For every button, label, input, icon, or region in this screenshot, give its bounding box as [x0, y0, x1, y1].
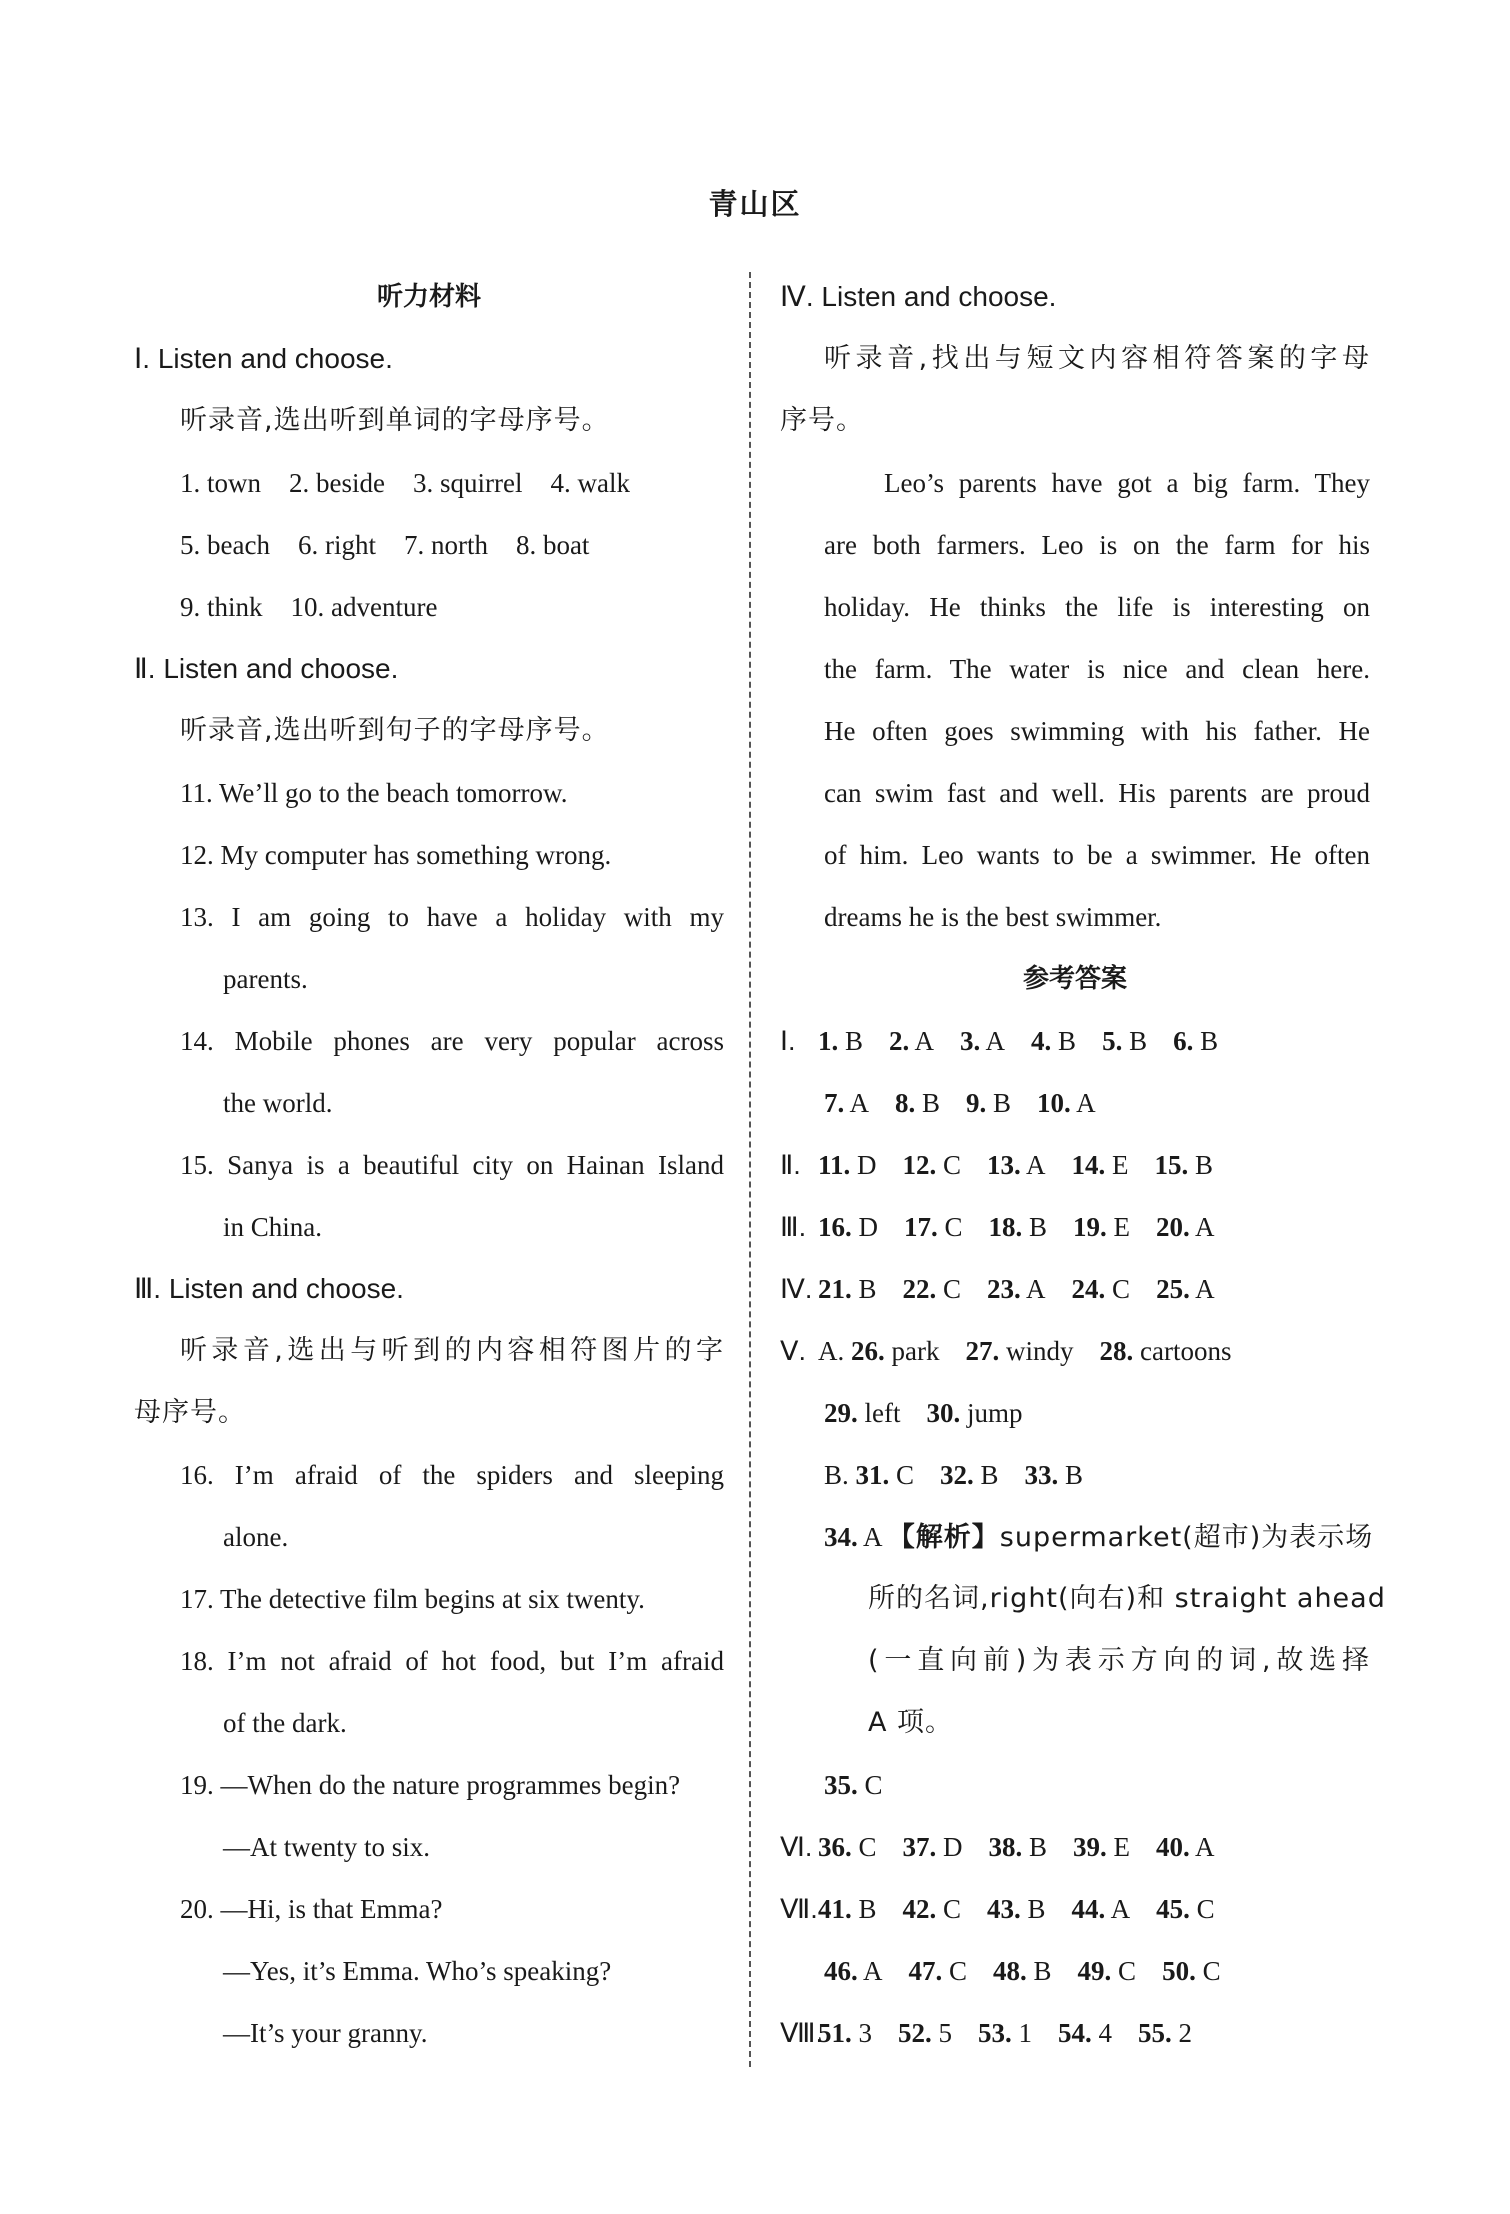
answer-row-4 [780, 1196, 1370, 1258]
word-item: 9. think [180, 592, 263, 622]
answer-number: 35. [824, 1770, 858, 1800]
roman-numeral: Ⅰ. [780, 1026, 796, 1056]
answer-number: 50. [1162, 1956, 1196, 1986]
section-1-heading: Ⅰ. Listen and choose. [134, 343, 393, 374]
answer-number: 15. [1154, 1150, 1189, 1180]
answer-number: 49. [1077, 1956, 1112, 1986]
answer-number: 27. [965, 1336, 1000, 1366]
answer-number: 29. [824, 1398, 858, 1428]
section-1-row-1 [134, 452, 724, 514]
answer-number: 45. [1156, 1894, 1190, 1924]
roman-numeral: Ⅳ. [780, 1274, 813, 1304]
answer-number: 41. [818, 1894, 852, 1924]
answer-number: 13. [987, 1150, 1021, 1180]
sentence-17: 17. The detective film begins at six twenty. [180, 1584, 645, 1614]
answer-value: windy [1005, 1336, 1074, 1366]
sentence-16: 16. I’m afraid of the spiders and sleeping [180, 1460, 724, 1490]
answer-value: B [922, 1088, 941, 1118]
answer-value: C [943, 1150, 962, 1180]
word-item: 6. right [297, 530, 376, 560]
section-3-instruction: 听录音,选出与听到的内容相符图片的字 [180, 1335, 724, 1366]
listening-material-column [134, 266, 724, 2064]
section-4-instruction: 听录音,找出与短文内容相符答案的字母 [824, 343, 1370, 374]
answer-value: B [1195, 1150, 1214, 1180]
answer-number: 16. [818, 1212, 852, 1242]
word-item: 10. adventure [290, 592, 438, 622]
answer-value: D [858, 1212, 878, 1242]
passage-line: dreams he is the best swimmer. [824, 902, 1162, 932]
answer-number: 55. [1138, 2018, 1172, 2048]
sentence-12: 12. My computer has something wrong. [180, 840, 612, 870]
answer-value: A [849, 1088, 870, 1118]
sentence-13: 13. I am going to have a holiday with my [180, 902, 724, 932]
answer-number: 32. [940, 1460, 974, 1490]
sentence-16-cont: alone. [223, 1522, 289, 1552]
word-item: 1. town [180, 468, 261, 498]
answer-number: 23. [987, 1274, 1021, 1304]
answer-value: A [914, 1026, 935, 1056]
sentence-20: 20. —Hi, is that Emma? [180, 1894, 443, 1924]
roman-numeral: Ⅶ. [780, 1894, 818, 1924]
answer-number: 6. [1173, 1026, 1194, 1056]
answer-number: 37. [902, 1832, 937, 1862]
answer-value: 2 [1178, 2018, 1192, 2048]
answer-value: B [1029, 1212, 1048, 1242]
analysis-text-cont: A 项。 [868, 1707, 954, 1738]
answer-value: A [1026, 1150, 1046, 1180]
answer-number: 34. [824, 1522, 858, 1552]
answer-number: 2. [889, 1026, 910, 1056]
answer-row-7 [780, 1382, 1370, 1444]
answer-number: 9. [966, 1088, 987, 1118]
answer-row-7b [780, 1940, 1370, 2002]
right-column [780, 266, 1386, 2064]
answer-number: 21. [818, 1274, 852, 1304]
answer-value: E [1113, 1832, 1131, 1862]
answer-value: B [1129, 1026, 1148, 1056]
passage-line: holiday. He thinks the life is interesting on [824, 592, 1370, 622]
answer-value: 3 [858, 2018, 872, 2048]
answer-value: B [1058, 1026, 1077, 1056]
answer-value: D [857, 1150, 877, 1180]
answer-number: 5. [1102, 1026, 1123, 1056]
sentence-18-cont: of the dark. [223, 1708, 347, 1738]
answer-number: 10. [1037, 1088, 1071, 1118]
answer-value: C [864, 1770, 883, 1800]
answer-number: 18. [988, 1212, 1023, 1242]
answer-value: C [943, 1894, 962, 1924]
answer-row-8 [780, 1444, 1370, 1506]
answer-row-7a [780, 1878, 1370, 1940]
answer-row-2 [780, 1072, 1370, 1134]
answer-number: 19. [1073, 1212, 1107, 1242]
roman-numeral: Ⅷ. [780, 2018, 824, 2048]
answer-value: C [944, 1212, 963, 1242]
answer-value: A [1026, 1274, 1046, 1304]
roman-numeral: Ⅵ. [780, 1832, 813, 1862]
column-divider [749, 272, 751, 2067]
answer-value: A [1195, 1832, 1215, 1862]
answers-title: 参考答案 [1022, 964, 1127, 994]
answer-value: B [1027, 1894, 1046, 1924]
answer-number: 51. [818, 2018, 852, 2048]
answer-value: A [1110, 1894, 1131, 1924]
passage-line: Leo’s parents have got a big farm. They [884, 468, 1370, 498]
answer-value: A [1076, 1088, 1096, 1118]
passage-line: He often goes swimming with his father. He [824, 716, 1370, 746]
sentence-20-cont-1: —Yes, it’s Emma. Who’s speaking? [223, 1956, 612, 1986]
answer-value: C [943, 1274, 962, 1304]
answer-number: 52. [898, 2018, 932, 2048]
answer-value: 5 [938, 2018, 952, 2048]
answer-number: 14. [1071, 1150, 1106, 1180]
answer-value: B [993, 1088, 1012, 1118]
analysis-text-cont: 所的名词,right(向右)和 straight ahead [868, 1583, 1386, 1614]
word-item: 4. walk [550, 468, 630, 498]
listening-material-title: 听力材料 [376, 282, 481, 312]
sentence-15-cont: in China. [223, 1212, 322, 1242]
answer-value: C [949, 1956, 968, 1986]
answer-row-3 [780, 1134, 1370, 1196]
sentence-13-cont: parents. [223, 964, 308, 994]
answer-number: 47. [908, 1956, 943, 1986]
answer-number: 33. [1024, 1460, 1059, 1490]
answer-number: 8. [895, 1088, 916, 1118]
answer-value: park [891, 1336, 940, 1366]
answer-value: A [1195, 1212, 1215, 1242]
answer-value: B [1029, 1832, 1048, 1862]
word-item: 5. beach [180, 530, 270, 560]
answer-number: 28. [1099, 1336, 1134, 1366]
passage-line: the farm. The water is nice and clean here. [824, 654, 1370, 684]
answer-row-8b [780, 2002, 1370, 2064]
answer-value: left [864, 1398, 901, 1428]
sentence-20-cont-2: —It’s your granny. [223, 2018, 428, 2048]
answer-number: 24. [1071, 1274, 1106, 1304]
answer-value: 1 [1018, 2018, 1032, 2048]
answer-value: B [858, 1274, 877, 1304]
answer-row-6b [780, 1816, 1370, 1878]
answer-number: 40. [1156, 1832, 1190, 1862]
answer-value: B [1200, 1026, 1219, 1056]
section-4-heading: Ⅳ. Listen and choose. [780, 281, 1057, 312]
section-3-heading: Ⅲ. Listen and choose. [134, 1273, 404, 1304]
section-4-instruction-cont: 序号。 [780, 405, 864, 436]
answer-number: 43. [987, 1894, 1021, 1924]
answer-number: 12. [902, 1150, 937, 1180]
roman-numeral: Ⅲ. [780, 1212, 807, 1242]
passage-line: are both farmers. Leo is on the farm for his [824, 530, 1370, 560]
roman-numeral: Ⅴ. [780, 1336, 806, 1366]
passage-line: of him. Leo wants to be a swimmer. He often [824, 840, 1370, 870]
answer-number: 44. [1071, 1894, 1106, 1924]
answer-number: 53. [978, 2018, 1012, 2048]
answer-35 [780, 1754, 1370, 1816]
answer-value: E [1112, 1150, 1129, 1180]
answer-value: B [845, 1026, 864, 1056]
answer-value: C [858, 1832, 877, 1862]
roman-numeral: Ⅱ. [780, 1150, 801, 1180]
answer-value: cartoons [1139, 1336, 1232, 1366]
analysis-text-cont: (一直向前)为表示方向的词,故选择 [868, 1645, 1370, 1676]
answer-number: 46. [824, 1956, 858, 1986]
answer-number: 30. [926, 1398, 961, 1428]
page-title: 青山区 [708, 187, 802, 221]
section-3-instruction-cont: 母序号。 [134, 1397, 246, 1428]
answer-value: C [896, 1460, 915, 1490]
answer-row-1 [780, 1010, 1370, 1072]
answer-number: 11. [818, 1150, 851, 1180]
section-1-instruction: 听录音,选出听到单词的字母序号。 [180, 405, 610, 436]
answer-row-6 [780, 1320, 1370, 1382]
answer-value: B [858, 1894, 877, 1924]
answer-number: 48. [993, 1956, 1027, 1986]
answer-value: C [1202, 1956, 1221, 1986]
part-b-label: B. [824, 1460, 849, 1490]
answer-value: C [1112, 1274, 1131, 1304]
section-1-row-3 [134, 576, 724, 638]
answer-value: jump [966, 1398, 1023, 1428]
answer-value: A [985, 1026, 1006, 1056]
answer-row-5 [780, 1258, 1370, 1320]
word-item: 3. squirrel [412, 468, 523, 498]
answer-number: 25. [1156, 1274, 1190, 1304]
sentence-19: 19. —When do the nature programmes begin? [180, 1770, 681, 1800]
analysis-text: supermarket(超市)为表示场 [999, 1522, 1374, 1553]
section-1-row-2 [134, 514, 724, 576]
answer-number: 20. [1156, 1212, 1190, 1242]
answer-value: D [943, 1832, 963, 1862]
answer-number: 26. [851, 1336, 885, 1366]
word-item: 2. beside [289, 468, 385, 498]
sentence-11: 11. We’ll go to the beach tomorrow. [180, 778, 568, 808]
section-2-heading: Ⅱ. Listen and choose. [134, 653, 399, 684]
answer-value: A [1195, 1274, 1215, 1304]
answer-number: 42. [902, 1894, 937, 1924]
word-item: 7. north [403, 530, 488, 560]
answer-value: B [1065, 1460, 1084, 1490]
answer-number: 4. [1031, 1026, 1052, 1056]
answer-value: B [980, 1460, 999, 1490]
answer-number: 54. [1058, 2018, 1092, 2048]
answer-number: 1. [818, 1026, 839, 1056]
answer-value: A [863, 1522, 882, 1552]
section-2-instruction: 听录音,选出听到句子的字母序号。 [180, 715, 610, 746]
answer-number: 38. [988, 1832, 1023, 1862]
answer-value: 4 [1098, 2018, 1112, 2048]
sentence-14: 14. Mobile phones are very popular across [180, 1026, 724, 1056]
answer-34 [780, 1506, 1374, 1568]
answer-value: B [1033, 1956, 1052, 1986]
sentence-15: 15. Sanya is a beautiful city on Hainan Island [180, 1150, 724, 1180]
answer-number: 17. [904, 1212, 938, 1242]
answer-number: 3. [960, 1026, 981, 1056]
answer-number: 31. [855, 1460, 890, 1490]
part-a-label: A. [818, 1336, 845, 1366]
passage-line: can swim fast and well. His parents are proud [824, 778, 1370, 808]
answer-number: 7. [824, 1088, 845, 1118]
answer-number: 22. [902, 1274, 937, 1304]
answer-value: A [863, 1956, 883, 1986]
answer-value: E [1113, 1212, 1131, 1242]
answer-number: 39. [1073, 1832, 1107, 1862]
analysis-tag: 【解析】 [887, 1522, 1000, 1553]
sentence-18: 18. I’m not afraid of hot food, but I’m afraid [180, 1646, 724, 1676]
answer-value: C [1196, 1894, 1215, 1924]
word-item: 8. boat [515, 530, 590, 560]
sentence-19-cont: —At twenty to six. [223, 1832, 430, 1862]
answer-number: 36. [818, 1832, 852, 1862]
answer-value: C [1118, 1956, 1137, 1986]
sentence-14-cont: the world. [223, 1088, 333, 1118]
